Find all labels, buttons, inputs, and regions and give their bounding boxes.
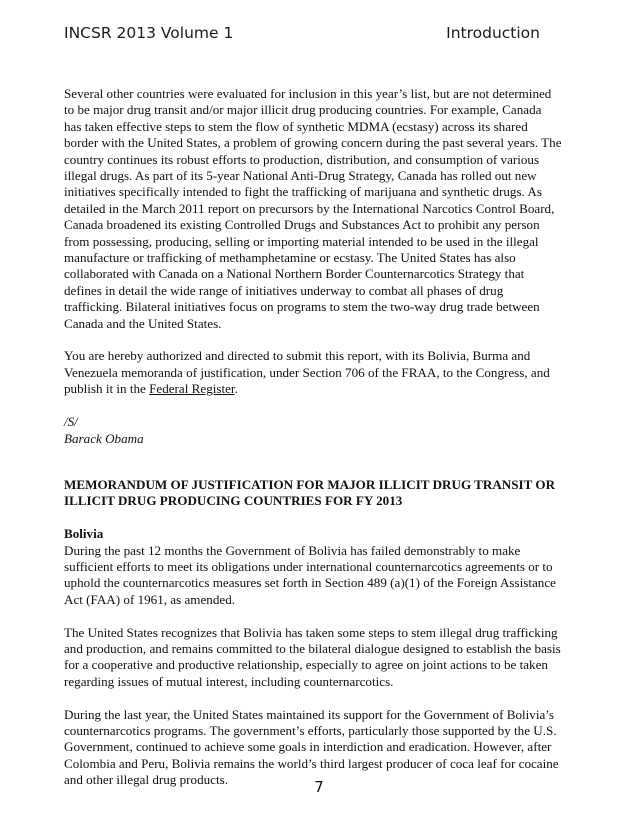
- page-number: 7: [314, 778, 324, 796]
- bolivia-paragraph-3: During the last year, the United States maintained its support for the Government of Bolivia’s counternarcotics programs. The government’s efforts, particularly those supported by the U.S. Government, continued to achieve some goals in interdiction and eradication. However, after Colombia and Peru, Bolivia remains the world’s third largest producer of coca leaf for cocaine and other illegal drug products.: [64, 706, 559, 788]
- document-body: [64, 86, 562, 805]
- paragraph-authorization: [64, 348, 562, 397]
- header-title: INCSR 2013 Volume 1: [64, 24, 234, 42]
- authorization-end: .: [234, 381, 238, 397]
- signature-block: [64, 414, 562, 447]
- bolivia-paragraph-2: The United States recognizes that Bolivia has taken some steps to stem illegal drug trafficking and production, and remains committed to the bilateral dialogue designed to establish the basis for a cooperative and productive relationship, especially to agree on joint actions to be taken regarding issues of mutual interest, including counternarcotics.: [64, 624, 561, 689]
- paragraph-other-countries: Several other countries were evaluated for inclusion in this year’s list, but are not determined to be major drug transit and/or major illicit drug producing countries. For example, Canada has taken effective steps to stem the flow of synthetic MDMA (ecstasy) across its shared border with the United States, a problem of growing concern during the past several years. The country continues its robust efforts to production, distribution, and consumption of various illegal drugs. As part of its 5-year National Anti-Drug Strategy, Canada has rolled out new initiatives specifically intended to fight the trafficking of marijuana and synthetic drugs. As detailed in the March 2011 report on precursors by the International Narcotics Control Board, Canada broadened its existing Controlled Drugs and Substances Act to prohibit any person from possessing, producing, selling or importing material intended to be used in the illegal manufacture or trafficking of methamphetamine or ecstasy. The United States has also collaborated with Canada on a National Northern Border Counternarcotics Strategy that defines in detail the wide range of initiatives underway to combat all phases of drug trafficking. Bilateral initiatives focus on programs to stem the two-way drug trade between Canada and the United States.: [64, 86, 562, 331]
- country-heading-bolivia: Bolivia: [64, 526, 104, 542]
- signature-mark: /S/: [64, 414, 78, 430]
- bolivia-paragraph-1: During the past 12 months the Government of Bolivia has failed demonstrably to make sufficient efforts to meet its obligations under international counternarcotics agreements or to uphold the counternarcotics measures set forth in Section 489 (a)(1) of the Foreign Assistance Act (FAA) of 1961, as amended.: [64, 542, 556, 607]
- memo-title: MEMORANDUM OF JUSTIFICATION FOR MAJOR ILLICIT DRUG TRANSIT OR ILLICIT DRUG PRODUCING COUNTRIES FOR FY 2013: [64, 476, 556, 509]
- header-section: Introduction: [446, 24, 540, 42]
- federal-register-link[interactable]: Federal Register: [149, 381, 235, 397]
- signature-name: Barack Obama: [64, 430, 144, 446]
- authorization-text: You are hereby authorized and directed to submit this report, with its Bolivia, Burma and Venezuela memoranda of justification, under Section 706 of the FRAA, to the Congress, and publish it in the: [64, 348, 550, 397]
- page-header: [64, 24, 540, 42]
